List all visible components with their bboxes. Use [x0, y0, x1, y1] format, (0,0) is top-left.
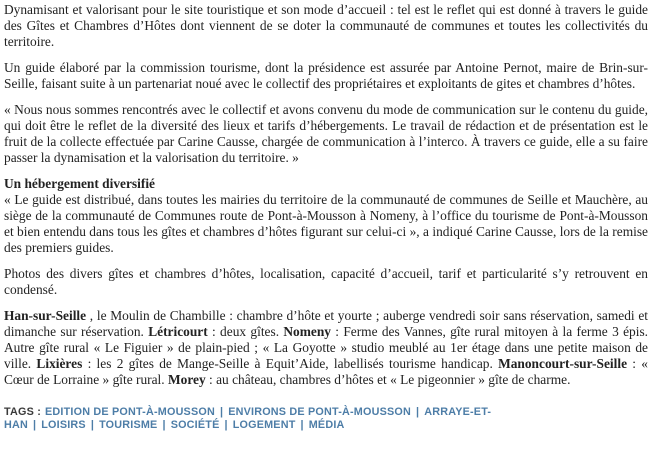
tag-link[interactable]: LOGEMENT: [232, 419, 296, 431]
tag-link[interactable]: MÉDIA: [308, 419, 345, 431]
bold-text-segment: Morey: [167, 372, 206, 387]
article-paragraph: [4, 308, 648, 388]
text-segment: : au château, chambres d’hôtes et « Le pigeonnier » gîte de charme.: [205, 372, 571, 387]
text-segment: Dynamisant et valorisant pour le site touristique et son mode d’accueil : tel est le reflet qui est donné à travers le guide des Gîtes et Chambres d’Hôtes dont viennent de se doter la communauté de communes et toutes les collectivités du territoire.: [4, 2, 648, 49]
text-segment: : deux gîtes.: [207, 324, 284, 339]
tag-separator: |: [219, 406, 224, 418]
article-paragraph: [4, 102, 648, 166]
article-paragraph: [4, 2, 648, 50]
tags-bar: [4, 406, 648, 432]
text-segment: Un guide élaboré par la commission tourisme, dont la présidence est assurée par Antoine Pernot, maire de Brin-sur-Seille, faisant suite à un partenariat noué avec le collectif des propriétaires et exploitants de gites et chambres d’hôtes.: [4, 60, 648, 91]
tag-separator: |: [300, 419, 304, 431]
tag-link[interactable]: TOURISME: [99, 419, 158, 431]
text-segment: « Le guide est distribué, dans toutes les mairies du territoire de la communauté de communes de Seille et Mauchère, au siège de la communauté de Communes route de Pont-à-Mousson à Nomeny, à l’office du tourisme de Pont-à-Mousson et bien entendu dans tous les gîtes et chambres d’hôtes figurant sur celui-ci », a indiqué Carine Causse, lors de la remise des premiers guides.: [4, 192, 648, 255]
tag-link[interactable]: ENVIRONS DE PONT-À-MOUSSON: [228, 406, 411, 418]
article-paragraph: [4, 192, 648, 256]
bold-text-segment: Manoncourt-sur-Seille: [498, 356, 628, 371]
article-paragraph: [4, 60, 648, 92]
tag-link[interactable]: LOISIRS: [41, 419, 86, 431]
text-segment: Photos des divers gîtes et chambres d’hôtes, localisation, capacité d’accueil, tarif et particularité s’y retrouvent en condensé.: [4, 266, 648, 297]
article-paragraph: [4, 266, 648, 298]
section-heading: [4, 176, 648, 192]
tag-separator: |: [415, 406, 420, 418]
tag-separator: |: [33, 419, 37, 431]
text-segment: , le Moulin de Chambille : chambre d’hôte et yourte ; auberge vendredi soir sans réservation, samedi et dimanche sur réservation.: [4, 308, 648, 339]
bold-text-segment: Un hébergement diversifié: [4, 176, 155, 191]
bold-text-segment: Létricourt: [148, 324, 208, 339]
tag-separator: |: [224, 419, 228, 431]
text-segment: : Ferme des Vannes, gîte rural mitoyen à la ferme 3 épis. Autre gîte rural « Le Figuier » de plain-pied ; « La Goyotte » studio meublé au 1er étage dans une petite maison de ville.: [4, 324, 648, 371]
tags-label: TAGS :: [4, 406, 41, 418]
bold-text-segment: Han-sur-Seille: [4, 308, 87, 323]
text-segment: « Nous nous sommes rencontrés avec le collectif et avons convenu du mode de communication sur le contenu du guide, qui doit être le reflet de la diversité des lieux et tarifs d’hébergements. Le travail de rédaction et de présentation est le fruit de la collecte effectuée par Carine Causse, chargée de communication à l’interco. À travers ce guide, elle a su faire passer la dynamisation et la valorisation du territoire. »: [4, 102, 648, 165]
text-segment: : « Cœur de Lorraine » gîte rural.: [4, 356, 648, 387]
tag-link[interactable]: ARRAYE-ET-HAN: [4, 406, 492, 431]
tag-link[interactable]: EDITION DE PONT-À-MOUSSON: [45, 406, 215, 418]
bold-text-segment: Nomeny: [283, 324, 331, 339]
tag-link[interactable]: SOCIÉTÉ: [170, 419, 220, 431]
bold-text-segment: Lixières: [36, 356, 83, 371]
tag-separator: |: [90, 419, 95, 431]
tags-list: [4, 406, 491, 431]
tag-separator: |: [162, 419, 166, 431]
text-segment: : les 2 gîtes de Mange-Seille à Equit’Aide, labellisés tourisme handicap.: [82, 356, 499, 371]
